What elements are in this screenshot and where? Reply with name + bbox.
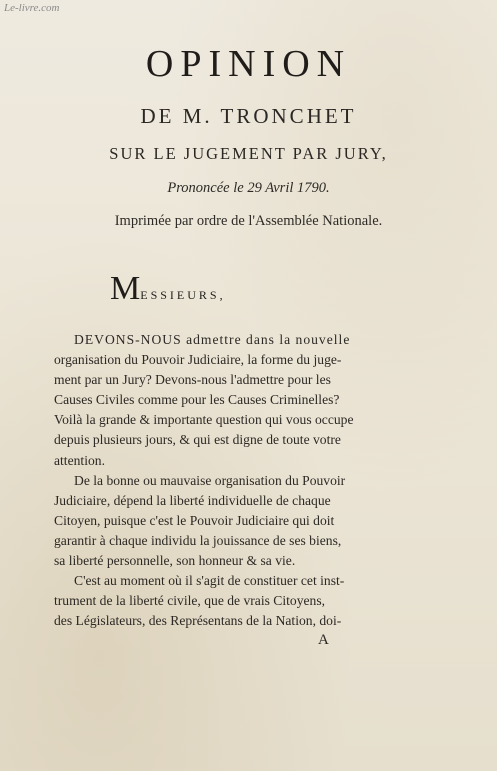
body-text <box>54 330 448 631</box>
text-line: De la bonne ou mauvaise organisation du Pouvoir <box>74 472 346 488</box>
text-line: Voilà la grande & importante question qui vous occupe <box>54 412 354 428</box>
text-line: trument de la liberté civile, que de vrais Citoyens, <box>54 593 326 609</box>
text-line: DEVONS-NOUS admettre dans la nouvelle <box>74 332 351 347</box>
watermark: Le-livre.com <box>4 2 60 14</box>
text-line: sa liberté personnelle, son honneur & sa vie. <box>54 553 296 569</box>
text-line: Judiciaire, dépend la liberté individuelle de chaque <box>54 492 331 508</box>
author-line: DE M. TRONCHET <box>140 104 357 128</box>
subject-line: SUR LE JUGEMENT PAR JURY, <box>109 144 388 163</box>
document-title: OPINION <box>145 43 352 85</box>
text-line: C'est au moment où il s'agit de constituer cet inst- <box>74 573 345 589</box>
text-line: depuis plusieurs jours, & qui est digne de toute votre <box>54 432 341 448</box>
salutation-initial: M <box>110 270 141 307</box>
signature-mark: A <box>318 632 329 648</box>
text-line: Causes Civiles comme pour les Causes Criminelles? <box>54 392 340 408</box>
text-line: ment par un Jury? Devons-nous l'admettre pour les <box>54 372 331 388</box>
text-line: organisation du Pouvoir Judiciaire, la forme du juge- <box>54 352 342 368</box>
salutation-rest: ESSIEURS, <box>140 288 226 302</box>
salutation <box>110 270 226 308</box>
text-line: garantir à chaque individu la jouissance de ses biens, <box>54 532 342 548</box>
text-line: Citoyen, puisque c'est le Pouvoir Judiciaire qui doit <box>54 512 335 528</box>
text-line: des Législateurs, des Représentans de la Nation, doi- <box>54 613 342 629</box>
printed-by-line: Imprimée par ordre de l'Assemblée Nationale. <box>114 213 383 229</box>
date-line: Prononcée le 29 Avril 1790. <box>167 180 330 196</box>
text-line: attention. <box>54 452 105 468</box>
